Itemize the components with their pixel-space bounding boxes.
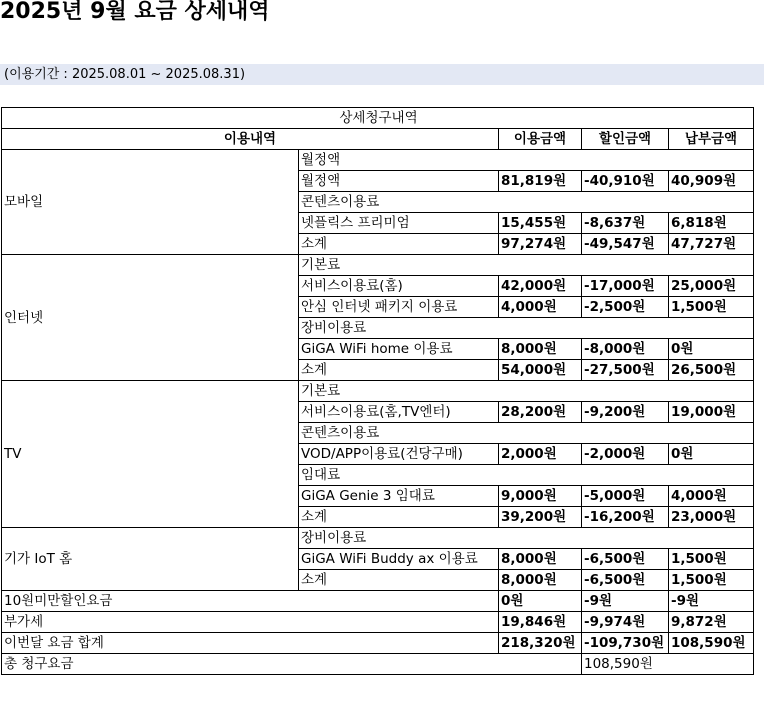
item-label: 소계 [299, 360, 499, 381]
discount-amount: -8,000원 [582, 339, 669, 360]
payment-amount: 9,872원 [669, 612, 754, 633]
section-label: 장비이용료 [299, 318, 754, 339]
grand-total-row [2, 654, 754, 675]
usage-amount: 9,000원 [499, 486, 582, 507]
item-label: 서비스이용료(홈) [299, 276, 499, 297]
item-label: 소계 [299, 570, 499, 591]
grand-total-value: 108,590원 [582, 654, 754, 675]
payment-amount: 1,500원 [669, 549, 754, 570]
payment-amount: 108,590원 [669, 633, 754, 654]
payment-amount: 0원 [669, 444, 754, 465]
usage-amount: 218,320원 [499, 633, 582, 654]
discount-amount: -9,200원 [582, 402, 669, 423]
header-payment: 납부금액 [669, 129, 754, 150]
usage-amount: 28,200원 [499, 402, 582, 423]
table-row [2, 528, 754, 549]
item-label: 서비스이용료(홈,TV엔터) [299, 402, 499, 423]
item-label: 소계 [299, 507, 499, 528]
payment-amount: 26,500원 [669, 360, 754, 381]
payment-amount: 1,500원 [669, 570, 754, 591]
section-label: 기본료 [299, 255, 754, 276]
table-caption-row [2, 108, 754, 129]
usage-amount: 19,846원 [499, 612, 582, 633]
payment-amount: 6,818원 [669, 213, 754, 234]
header-discount: 할인금액 [582, 129, 669, 150]
header-item: 이용내역 [2, 129, 499, 150]
under-10-won-discount-row [2, 591, 754, 612]
discount-amount: -109,730원 [582, 633, 669, 654]
header-usage: 이용금액 [499, 129, 582, 150]
grand-total-label: 총 청구요금 [2, 654, 582, 675]
payment-amount: 4,000원 [669, 486, 754, 507]
item-label: 부가세 [2, 612, 499, 633]
discount-amount: -6,500원 [582, 549, 669, 570]
discount-amount: -2,000원 [582, 444, 669, 465]
discount-amount: -27,500원 [582, 360, 669, 381]
discount-amount: -9,974원 [582, 612, 669, 633]
billing-detail-table [1, 107, 754, 675]
payment-amount: 23,000원 [669, 507, 754, 528]
vat-row [2, 612, 754, 633]
usage-amount: 2,000원 [499, 444, 582, 465]
section-label: 기본료 [299, 381, 754, 402]
item-label: GiGA WiFi Buddy ax 이용료 [299, 549, 499, 570]
page-title: 2025년 9월 요금 상세내역 [0, 0, 270, 24]
billing-period: (이용기간 : 2025.08.01 ~ 2025.08.31) [4, 67, 246, 82]
group-tv: TV [2, 381, 299, 528]
usage-amount: 39,200원 [499, 507, 582, 528]
payment-amount: 19,000원 [669, 402, 754, 423]
discount-amount: -8,637원 [582, 213, 669, 234]
discount-amount: -49,547원 [582, 234, 669, 255]
discount-amount: -5,000원 [582, 486, 669, 507]
item-label: VOD/APP이용료(건당구매) [299, 444, 499, 465]
payment-amount: 25,000원 [669, 276, 754, 297]
table-header-row [2, 129, 754, 150]
usage-amount: 42,000원 [499, 276, 582, 297]
item-label: GiGA WiFi home 이용료 [299, 339, 499, 360]
usage-amount: 0원 [499, 591, 582, 612]
item-label: 안심 인터넷 패키지 이용료 [299, 297, 499, 318]
item-label: 소계 [299, 234, 499, 255]
payment-amount: 47,727원 [669, 234, 754, 255]
group-iot: 기가 IoT 홈 [2, 528, 299, 591]
table-row [2, 255, 754, 276]
usage-amount: 8,000원 [499, 339, 582, 360]
discount-amount: -40,910원 [582, 171, 669, 192]
item-label: 넷플릭스 프리미엄 [299, 213, 499, 234]
payment-amount: 40,909원 [669, 171, 754, 192]
table-row [2, 381, 754, 402]
section-label: 임대료 [299, 465, 754, 486]
discount-amount: -6,500원 [582, 570, 669, 591]
item-label: 이번달 요금 합계 [2, 633, 499, 654]
month-total-row [2, 633, 754, 654]
table-caption: 상세청구내역 [2, 108, 754, 129]
item-label: 월정액 [299, 171, 499, 192]
group-internet: 인터넷 [2, 255, 299, 381]
usage-amount: 15,455원 [499, 213, 582, 234]
group-mobile: 모바일 [2, 150, 299, 255]
usage-amount: 8,000원 [499, 549, 582, 570]
section-label: 콘텐츠이용료 [299, 192, 754, 213]
section-label: 장비이용료 [299, 528, 754, 549]
usage-amount: 81,819원 [499, 171, 582, 192]
payment-amount: -9원 [669, 591, 754, 612]
usage-amount: 54,000원 [499, 360, 582, 381]
payment-amount: 1,500원 [669, 297, 754, 318]
discount-amount: -2,500원 [582, 297, 669, 318]
section-label: 콘텐츠이용료 [299, 423, 754, 444]
payment-amount: 0원 [669, 339, 754, 360]
usage-amount: 4,000원 [499, 297, 582, 318]
discount-amount: -9원 [582, 591, 669, 612]
item-label: 10원미만할인요금 [2, 591, 499, 612]
usage-amount: 97,274원 [499, 234, 582, 255]
section-label: 월정액 [299, 150, 754, 171]
usage-amount: 8,000원 [499, 570, 582, 591]
billing-period-bar [0, 64, 764, 85]
table-row [2, 150, 754, 171]
discount-amount: -16,200원 [582, 507, 669, 528]
item-label: GiGA Genie 3 임대료 [299, 486, 499, 507]
discount-amount: -17,000원 [582, 276, 669, 297]
